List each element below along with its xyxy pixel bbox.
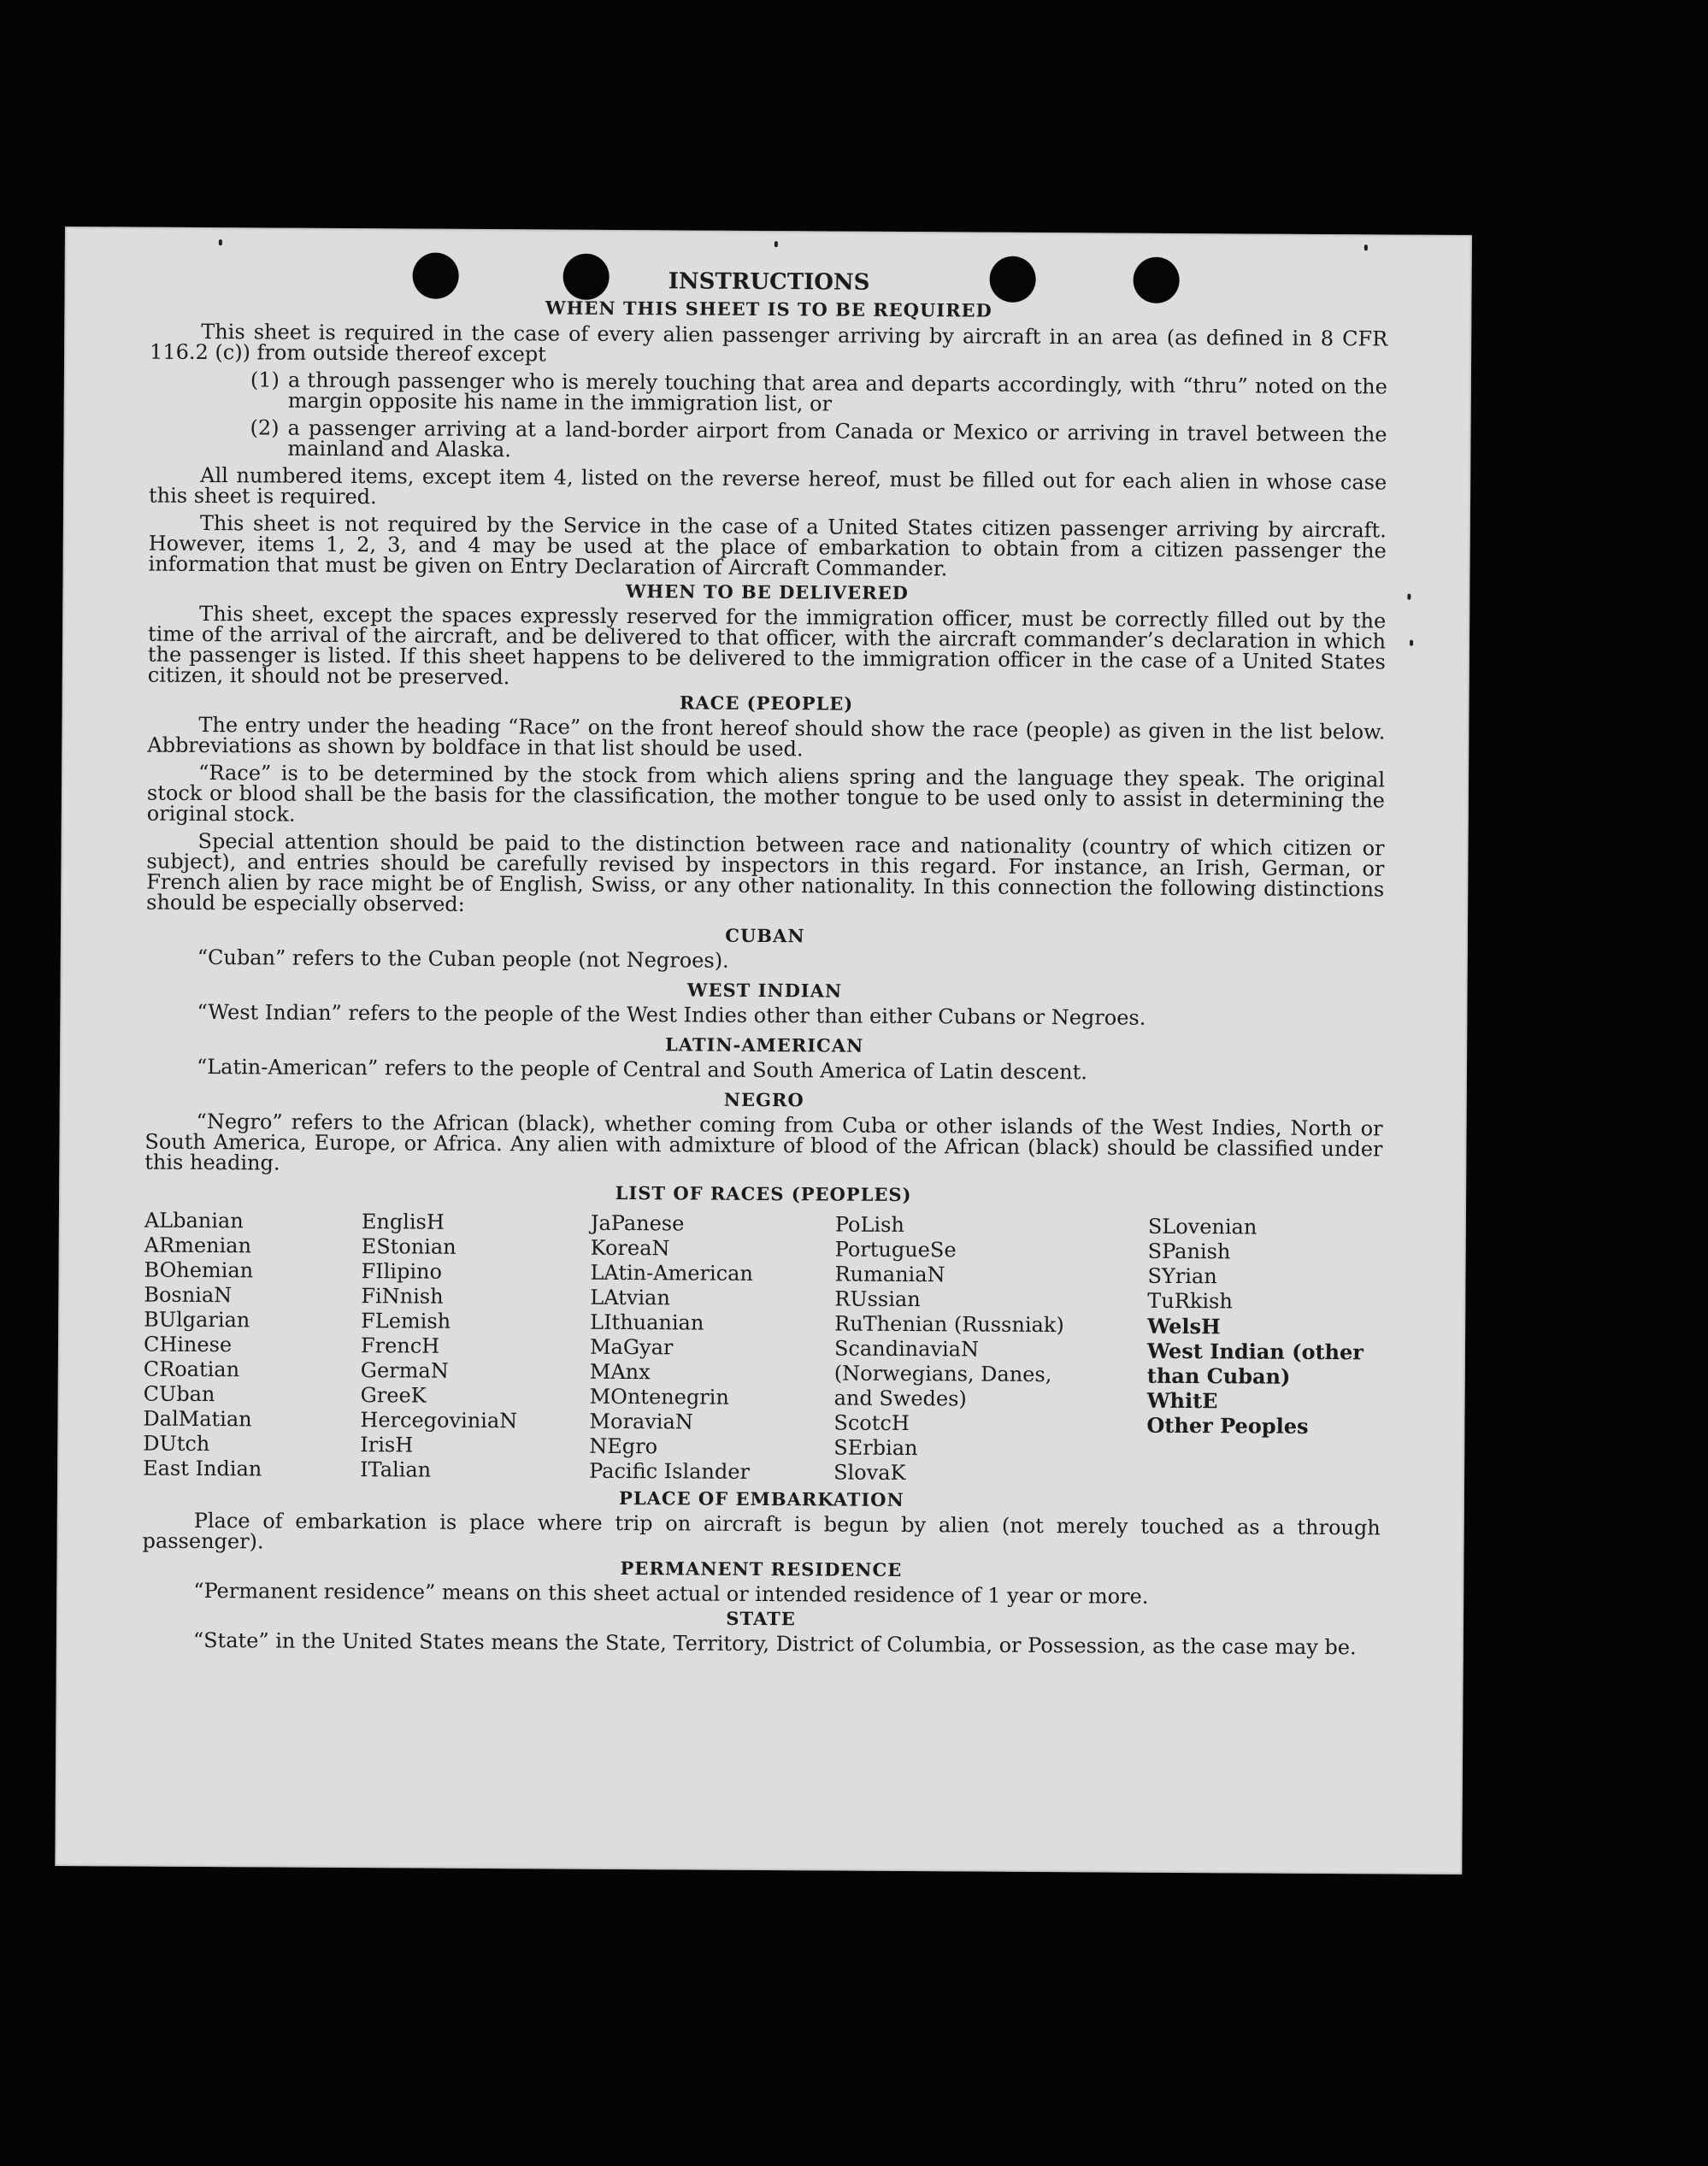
race-entry: RUssian xyxy=(834,1286,921,1312)
paragraph: This sheet is required in the case of every alien passenger arriving by aircraft in an area (as defined in 8 CFR 116.2 (c)) from outside thereof except xyxy=(150,319,1388,367)
race-entry: PortugueSe xyxy=(834,1237,957,1263)
race-entry: FLemish xyxy=(361,1309,451,1333)
race-entry: FiNnish xyxy=(361,1284,444,1309)
paragraph: “Latin-American” refers to the people of Central and South America of Latin descent. xyxy=(196,1054,1087,1085)
race-entry: MAnx xyxy=(589,1359,651,1385)
race-column xyxy=(360,1210,591,1484)
paragraph: This sheet is not required by the Service in the case of a United States citizen passenger arriving by aircraft. However, items 1, 2, 3, and 4 may be used at the place of embarkation to obtain from a citizen passenger the information that must be given on Entry Declaration of Aircraft Commander. xyxy=(148,510,1387,581)
race-entry: MoraviaN xyxy=(589,1409,693,1434)
race-entry: GermaN xyxy=(360,1358,449,1383)
item-text: a passenger arriving at a land-border airport from Canada or Mexico or arriving in travel between the mainland and Alaska. xyxy=(287,415,1387,462)
race-entry: SErbian xyxy=(833,1435,918,1461)
race-column xyxy=(589,1211,835,1486)
document-sheet xyxy=(55,227,1472,1875)
race-entry: IrisH xyxy=(360,1433,414,1457)
race-entry: SLovenian xyxy=(1147,1214,1257,1239)
race-entry: ITalian xyxy=(360,1457,432,1482)
race-column xyxy=(833,1213,1148,1487)
race-entry: CHinese xyxy=(143,1332,233,1357)
speck xyxy=(219,239,222,245)
section-heading: LATIN-AMERICAN xyxy=(664,1033,864,1057)
race-entry: West Indian (other than Cuban) xyxy=(1146,1338,1364,1389)
race-entry: MOntenegrin xyxy=(589,1384,729,1410)
section-heading: CUBAN xyxy=(725,924,805,947)
section-heading: WHEN THIS SHEET IS TO BE REQUIRED xyxy=(545,297,992,321)
race-entry: BOhemian xyxy=(144,1257,254,1283)
paragraph: This sheet, except the spaces expressly reserved for the immigration officer, must be correctly filled out by the time of the arrival of the aircraft, and be delivered to that officer, with the aircraft commander’s declaration in which the passenger is listed. If this sheet happens to be delivered to the immigration officer in the case of a United States citizen, it should not be preserved. xyxy=(147,601,1387,690)
race-entry: ScandinaviaN (Norwegians, Danes, and Swedes) xyxy=(833,1336,1052,1411)
paragraph: “Negro” refers to the African (black), whether coming from Cuba or other islands of the West Indies, North or South America, Europe, or Africa. Any alien with admixture of blood of the African (black) should be classified under this heading. xyxy=(144,1109,1383,1175)
paragraph: “West Indian” refers to the people of the West Indies other than either Cubans or Negroes. xyxy=(197,999,1146,1030)
speck xyxy=(1410,640,1413,646)
race-entry: ALbanian xyxy=(144,1208,244,1233)
race-column xyxy=(1146,1215,1374,1489)
paragraph: “Cuban” refers to the Cuban people (not Negroes). xyxy=(197,945,729,973)
paragraph: Special attention should be paid to the distinction between race and nationality (country of which citizen or subject), and entries should be carefully revised by inspectors in this regard. For instance, an Irish, German, or French alien by race might be of English, Swiss, or any other nationality. In this connection the following distinctions should be especially observed: xyxy=(146,828,1385,916)
race-entry: KoreaN xyxy=(590,1235,670,1261)
item-number: (2) xyxy=(250,415,280,440)
speck xyxy=(1407,594,1411,600)
race-entry: DalMatian xyxy=(143,1406,252,1432)
race-entry: PoLish xyxy=(834,1212,904,1238)
instructions-content xyxy=(142,263,1388,1658)
race-entry: Pacific Islander xyxy=(589,1458,751,1484)
paragraph: The entry under the heading “Race” on the front hereof should show the race (people) as given in the list below. Abbreviations as shown by boldface in that list should be used. xyxy=(147,712,1386,762)
race-entry: HercegoviniaN xyxy=(360,1408,518,1433)
race-list xyxy=(143,1209,1382,1489)
section-heading: PERMANENT RESIDENCE xyxy=(620,1557,903,1581)
race-entry: NEgro xyxy=(589,1433,658,1459)
speck xyxy=(1364,244,1368,250)
item-text: a through passenger who is merely touching that area and departs accordingly, with “thru” noted on the margin opposite his name in the immigration list, or xyxy=(287,368,1387,416)
item-number: (1) xyxy=(250,368,280,392)
section-heading: WEST INDIAN xyxy=(686,979,843,1002)
race-entry: JaPanese xyxy=(590,1210,685,1236)
race-entry: DUtch xyxy=(143,1431,210,1457)
list-item xyxy=(250,369,1387,417)
race-entry: BUlgarian xyxy=(144,1307,250,1333)
race-entry: SYrian xyxy=(1147,1263,1217,1289)
paragraph: Place of embarkation is place where trip on aircraft is begun by alien (not merely touched as a through passenger). xyxy=(142,1508,1381,1554)
speck xyxy=(774,241,778,247)
race-entry: FrencH xyxy=(360,1333,440,1358)
race-column xyxy=(143,1209,362,1483)
section-heading: RACE (PEOPLE) xyxy=(679,692,854,715)
race-entry: RuThenian (Russniak) xyxy=(834,1311,1064,1338)
race-entry: SlovaK xyxy=(833,1460,906,1486)
paragraph: “Race” is to be determined by the stock from which aliens spring and the language they speak. The original stock or blood shall be the basis for the classification, the mother tongue to be used only to assist in determining the original stock. xyxy=(146,760,1386,827)
race-entry: MaGyar xyxy=(589,1334,674,1360)
paragraph: “Permanent residence” means on this sheet actual or intended residence of 1 year or more. xyxy=(193,1578,1149,1609)
race-entry: East Indian xyxy=(143,1456,262,1481)
race-entry: EStonian xyxy=(361,1234,456,1259)
race-entry: BosniaN xyxy=(144,1282,233,1308)
race-entry: WelsH xyxy=(1147,1313,1221,1339)
race-entry: ARmenian xyxy=(144,1233,252,1258)
race-entry: LIthuanian xyxy=(590,1310,704,1335)
race-entry: EnglisH xyxy=(361,1210,445,1234)
section-heading: LIST OF RACES (PEOPLES) xyxy=(615,1181,912,1206)
race-entry: LAtin-American xyxy=(590,1260,754,1286)
race-entry: FIlipino xyxy=(361,1259,443,1284)
paragraph: “State” in the United States means the State, Territory, District of Columbia, or Possession, as the case may be. xyxy=(192,1627,1357,1660)
race-entry: RumaniaN xyxy=(834,1262,945,1287)
section-heading: PLACE OF EMBARKATION xyxy=(619,1486,904,1511)
race-entry: SPanish xyxy=(1147,1239,1231,1264)
paragraph: All numbered items, except item 4, listed on the reverse hereof, must be filled out for each alien in whose case this sheet is required. xyxy=(148,462,1387,509)
section-heading: WHEN TO BE DELIVERED xyxy=(625,580,909,604)
race-entry: TuRkish xyxy=(1147,1288,1233,1314)
race-entry: WhitE xyxy=(1146,1387,1218,1414)
section-heading: NEGRO xyxy=(723,1088,804,1111)
list-item xyxy=(250,417,1387,465)
race-entry: ScotcH xyxy=(833,1410,910,1436)
race-entry: CUban xyxy=(143,1381,215,1407)
race-entry: GreeK xyxy=(360,1383,427,1408)
race-entry: CRoatian xyxy=(143,1357,240,1382)
page-title: INSTRUCTIONS xyxy=(668,268,870,296)
race-entry: LAtvian xyxy=(590,1285,670,1310)
race-entry: Other Peoples xyxy=(1146,1412,1309,1439)
section-heading: STATE xyxy=(726,1607,796,1630)
